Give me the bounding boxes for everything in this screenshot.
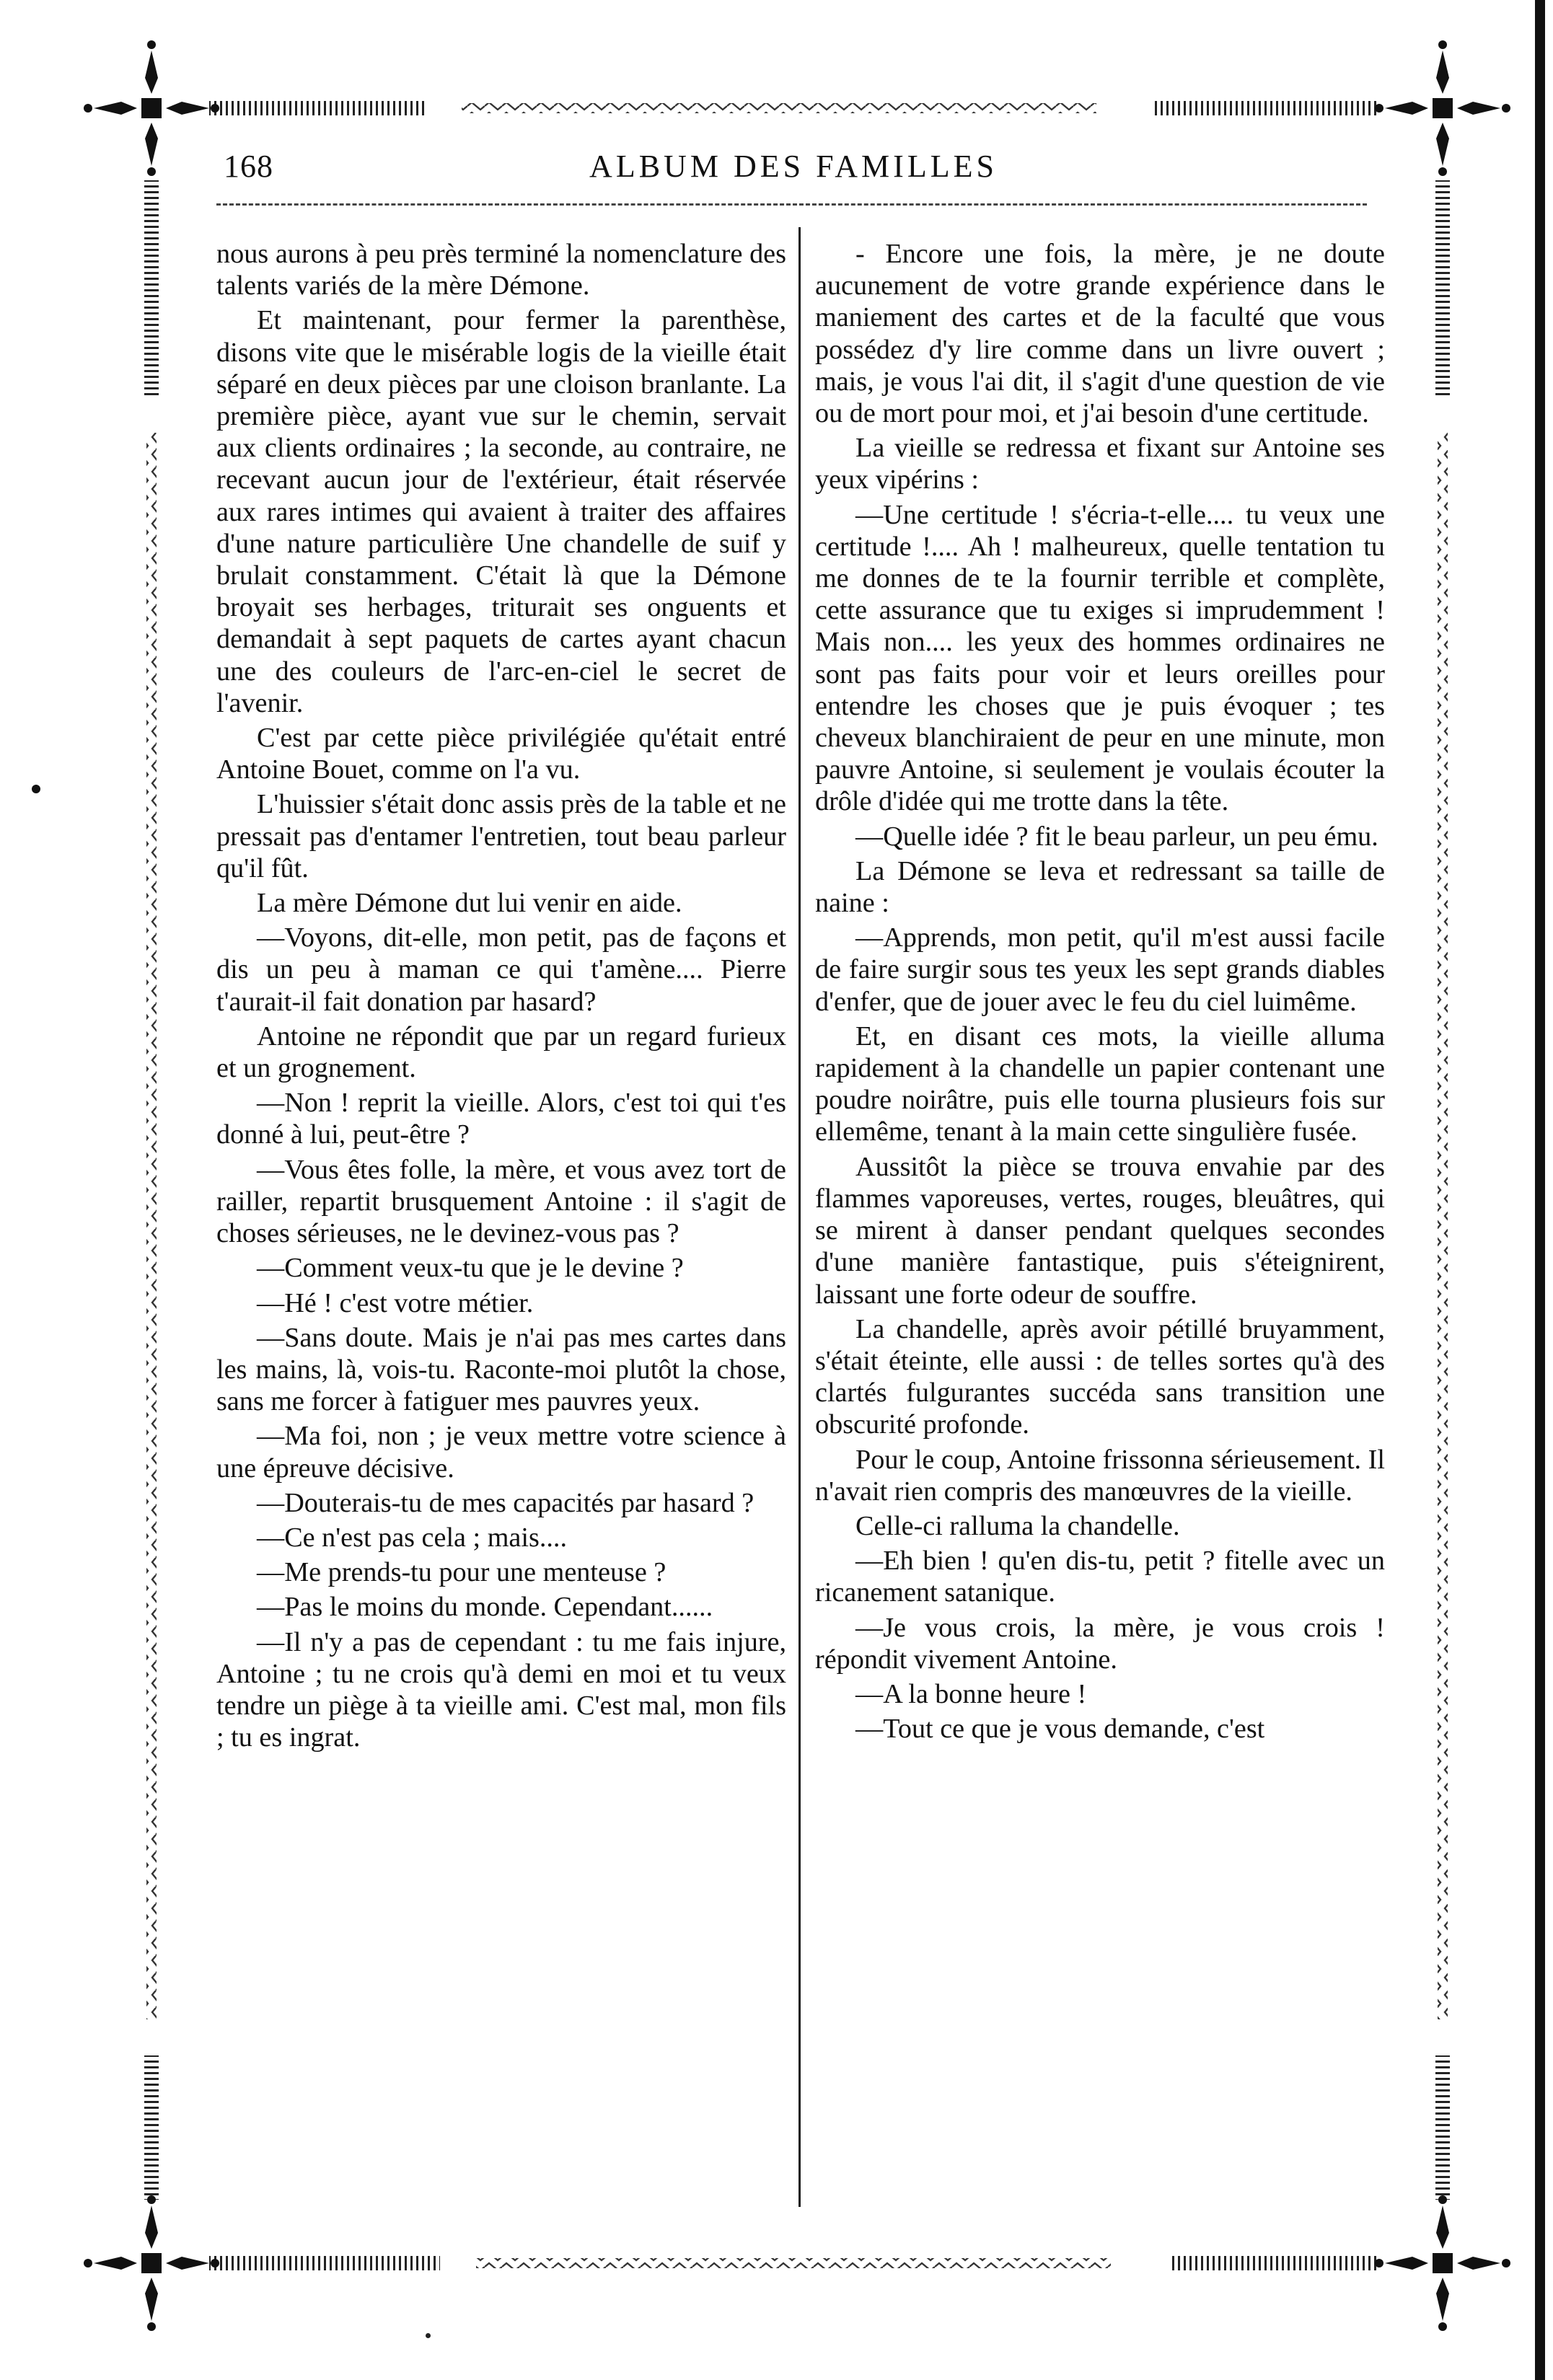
paragraph: Celle-ci ralluma la chandelle. (855, 1510, 1180, 1541)
paragraph: —Vous êtes folle, la mère, et vous avez tort de railler, repartit brusquement Antoine : il s'agit de choses sérieuses, ne le devinez-vous pas ? (216, 1154, 786, 1249)
text-column-left (216, 238, 786, 1756)
paragraph: —Comment veux-tu que je le devine ? (257, 1253, 684, 1284)
running-title: ALBUM DES FAMILLES (589, 149, 998, 184)
paragraph: nous aurons à peu près terminé la nomenclature des talents variés de la mère Démone. (216, 239, 786, 301)
paragraph: Pour le coup, Antoine frissonna sérieusement. Il n'avait rien compris des manœuvres de la vieille. (815, 1444, 1385, 1507)
paragraph: —Sans doute. Mais je n'ai pas mes cartes dans les mains, là, vois-tu. Raconte-moi plutôt la chose, sans me forcer à fatiguer mes pauvres yeux. (216, 1322, 786, 1417)
paragraph: —Il n'y a pas de cependant : tu me fais injure, Antoine ; tu ne crois qu'à demi en moi et tu veux tendre un piège à ta vieille ami. C'est mal, mon fils ; tu es ingrat. (216, 1626, 786, 1753)
paragraph: La vieille se redressa et fixant sur Antoine ses yeux vipérins : (815, 433, 1385, 495)
paragraph: —Non ! reprit la vieille. Alors, c'est toi qui t'es donné à lui, peut-être ? (216, 1088, 786, 1150)
paragraph: Antoine ne répondit que par un regard furieux et un grognement. (216, 1021, 786, 1084)
header-rule (216, 203, 1367, 206)
page-number: 168 (224, 149, 273, 184)
paragraph: —Hé ! c'est votre métier. (257, 1287, 534, 1318)
paragraph: —Pas le moins du monde. Cependant...... (257, 1592, 713, 1623)
paragraph: Et maintenant, pour fermer la parenthèse, disons vite que le misérable logis de la vieille était séparé en deux pièces par une cloison branlante. La première pièce, ayant vue sur le chemin, servait aux clients ordinaires ; la seconde, au contraire, ne recevant aucun jour de l'extérieur, était réservée aux rares intimes qui avaient à traiter des affaires d'une nature particulière Une chandelle de suif y brulait constamment. C'était là que la Démone broyait ses herbages, triturait ses onguents et demandait à sept paquets de cartes ayant chacun une des couleurs de l'arc-en-ciel le secret de l'avenir. (216, 305, 786, 718)
paragraph: —Quelle idée ? fit le beau parleur, un peu ému. (855, 821, 1378, 852)
stray-ink-dot (426, 2333, 431, 2338)
paragraph: La chandelle, après avoir pétillé bruyamment, s'était éteinte, elle aussi : de telles sortes qu'à des clartés fulgurantes succéda sans transition une obscurité profonde. (815, 1313, 1385, 1440)
paragraph: L'huissier s'était donc assis près de la table et ne pressait pas d'entamer l'entretien, tout beau parleur qu'il fût. (216, 789, 786, 883)
paragraph: C'est par cette pièce privilégiée qu'était entré Antoine Bouet, comme on l'a vu. (216, 723, 786, 785)
paragraph: —Ce n'est pas cela ; mais.... (257, 1522, 568, 1553)
paragraph: —Ma foi, non ; je veux mettre votre science à une épreuve décisive. (216, 1421, 786, 1484)
paragraph: —Voyons, dit-elle, mon petit, pas de façons et dis un peu à maman ce qui t'amène.... Pierre t'aurait-il fait donation par hasard? (216, 922, 786, 1017)
running-header (216, 148, 1371, 198)
paragraph: —Je vous crois, la mère, je vous crois ! répondit vivement Antoine. (815, 1612, 1385, 1675)
column-rule (799, 227, 801, 2207)
paragraph: —Une certitude ! s'écria-t-elle.... tu veux une certitude !.... Ah ! malheureux, quelle tentation tu me donnes de te la fournir terrible et complète, cette assurance que tu exiges si imprudemment ! Mais non.... les yeux des hommes ordinaires ne sont pas faits pour voir et leurs oreilles pour entendre les choses que je puis évoquer ; tes cheveux blanchiraient de peur en une minute, mon pauvre Antoine, si seulement je voulais écouter la drôle d'idée qui me trotte dans la tête. (815, 499, 1385, 817)
paragraph: —Tout ce que je vous demande, c'est (855, 1714, 1265, 1745)
paragraph: - Encore une fois, la mère, je ne doute aucunement de votre grande expérience dans le maniement des cartes et de la faculté que vous possédez d'y lire comme dans un livre ouvert ; mais, je vous l'ai dit, il s'agit d'une question de vie ou de mort pour moi, et j'ai besoin d'une certitude. (815, 239, 1385, 429)
text-column-right (815, 238, 1385, 1747)
paragraph: —Me prends-tu pour une menteuse ? (257, 1557, 666, 1588)
paragraph: La mère Démone dut lui venir en aide. (257, 888, 682, 919)
stray-ink-dot (32, 785, 40, 793)
paragraph: Et, en disant ces mots, la vieille alluma rapidement à la chandelle un papier contenant une poudre noirâtre, puis elle tourna plusieurs fois sur ellemême, tenant à la main cette singulière fusée. (815, 1021, 1385, 1147)
paragraph: —Eh bien ! qu'en dis-tu, petit ? fitelle avec un ricanement satanique. (815, 1546, 1385, 1608)
paragraph: —Apprends, mon petit, qu'il m'est aussi facile de faire surgir sous tes yeux les sept grands diables d'enfer, que de jouer avec le feu du ciel luimême. (815, 922, 1385, 1017)
paragraph: La Démone se leva et redressant sa taille de naine : (815, 855, 1385, 919)
paragraph: —A la bonne heure ! (855, 1678, 1087, 1709)
paragraph: Aussitôt la pièce se trouva envahie par des flammes vaporeuses, vertes, rouges, bleuâtres, qui se mirent à danser pendant quelques secondes d'une manière fantastique, puis s'éteignirent, laissant une forte odeur de souffre. (815, 1151, 1385, 1310)
paragraph: —Douterais-tu de mes capacités par hasard ? (257, 1487, 754, 1518)
